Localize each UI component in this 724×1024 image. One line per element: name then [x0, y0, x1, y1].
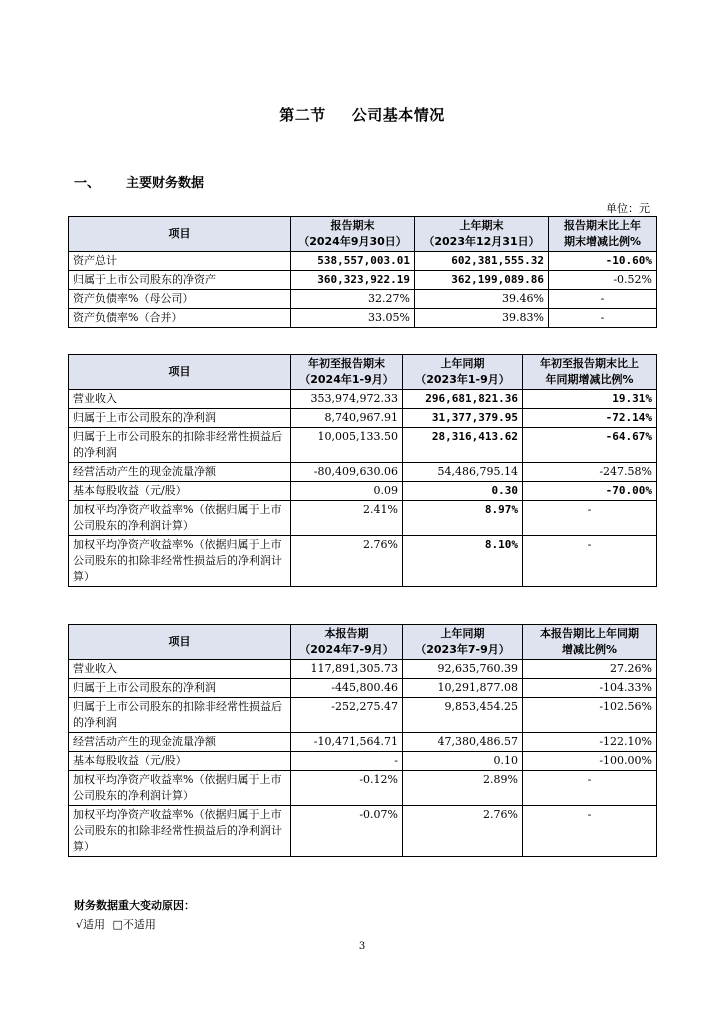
cell-change: -122.10% [523, 733, 657, 752]
header-col-3: 本报告期比上年同期 增减比例% [523, 625, 657, 660]
table-row [69, 733, 657, 752]
cell-current: 538,557,003.01 [291, 252, 415, 271]
cell-change: -247.58% [523, 463, 657, 482]
header-col-3: 报告期末比上年 期末增减比例% [549, 217, 657, 252]
table-row [69, 252, 657, 271]
header-col-1: 报告期末 （2024年9月30日） [291, 217, 415, 252]
cell-current: -445,800.46 [291, 679, 403, 698]
cell-prior: 2.89% [403, 771, 523, 806]
row-label: 归属于上市公司股东的净利润 [69, 409, 291, 428]
header-col-3: 年初至报告期末比上 年同期增减比例% [523, 355, 657, 390]
applicable-option: √适用 [76, 918, 106, 931]
row-label: 资产负债率%（母公司） [69, 290, 291, 309]
cell-prior: 602,381,555.32 [415, 252, 549, 271]
cell-current: 353,974,972.33 [291, 390, 403, 409]
header-col-2: 上年同期 （2023年7-9月） [403, 625, 523, 660]
cell-current: -0.07% [291, 806, 403, 857]
table-row [69, 752, 657, 771]
section-number: 一、 [74, 176, 101, 191]
cell-change: - [523, 536, 657, 587]
row-label: 加权平均净资产收益率%（依据归属于上市公司股东的扣除非经常性损益后的净利润计算） [69, 806, 291, 857]
cell-current: 32.27% [291, 290, 415, 309]
cell-prior: 47,380,486.57 [403, 733, 523, 752]
row-label: 营业收入 [69, 660, 291, 679]
cell-current: -252,275.47 [291, 698, 403, 733]
table-row [69, 309, 657, 328]
row-label: 经营活动产生的现金流量净额 [69, 463, 291, 482]
reasons-title: 财务数据重大变动原因： [74, 899, 195, 912]
table-header-row [69, 217, 657, 252]
cell-current: 0.09 [291, 482, 403, 501]
cell-prior: 54,486,795.14 [403, 463, 523, 482]
cell-prior: 39.46% [415, 290, 549, 309]
cell-current: 2.41% [291, 501, 403, 536]
cell-prior: 362,199,089.86 [415, 271, 549, 290]
table-row [69, 660, 657, 679]
table-row [69, 271, 657, 290]
cell-change: - [523, 771, 657, 806]
cell-prior: 28,316,413.62 [403, 428, 523, 463]
row-label: 归属于上市公司股东的净利润 [69, 679, 291, 698]
cell-prior: 31,377,379.95 [403, 409, 523, 428]
table-row [69, 806, 657, 857]
cell-change: - [549, 309, 657, 328]
cell-change: -72.14% [523, 409, 657, 428]
cell-change: - [523, 501, 657, 536]
cell-prior: 8.10% [403, 536, 523, 587]
header-item: 项目 [69, 355, 291, 390]
cell-prior: 10,291,877.08 [403, 679, 523, 698]
unit-label: 单位：元 [606, 202, 650, 215]
cell-current: -10,471,564.71 [291, 733, 403, 752]
cell-change: -70.00% [523, 482, 657, 501]
cell-change: -100.00% [523, 752, 657, 771]
table-row [69, 428, 657, 463]
cell-prior: 0.10 [403, 752, 523, 771]
row-label: 资产负债率%（合并） [69, 309, 291, 328]
cell-prior: 296,681,821.36 [403, 390, 523, 409]
header-item: 项目 [69, 625, 291, 660]
row-label: 经营活动产生的现金流量净额 [69, 733, 291, 752]
header-col-2: 上年期末 （2023年12月31日） [415, 217, 549, 252]
table-row [69, 679, 657, 698]
cell-current: -0.12% [291, 771, 403, 806]
cell-change: 27.26% [523, 660, 657, 679]
cell-current: 33.05% [291, 309, 415, 328]
table-row [69, 290, 657, 309]
cell-current: 117,891,305.73 [291, 660, 403, 679]
reasons-options [76, 916, 160, 932]
page-number: 3 [358, 941, 366, 952]
cell-change: -0.52% [549, 271, 657, 290]
page-title [0, 104, 724, 125]
row-label: 归属于上市公司股东的扣除非经常性损益后的净利润 [69, 698, 291, 733]
cell-current: 360,323,922.19 [291, 271, 415, 290]
row-label: 基本每股收益（元/股） [69, 482, 291, 501]
table-row [69, 771, 657, 806]
cell-change: -10.60% [549, 252, 657, 271]
table-row [69, 536, 657, 587]
cell-current: 10,005,133.50 [291, 428, 403, 463]
table-row [69, 390, 657, 409]
table-header-row [69, 625, 657, 660]
row-label: 加权平均净资产收益率%（依据归属于上市公司股东的净利润计算） [69, 771, 291, 806]
section-label: 第二节 [279, 106, 326, 124]
table-row [69, 409, 657, 428]
header-item: 项目 [69, 217, 291, 252]
section-name: 公司基本情况 [351, 106, 445, 124]
cell-prior: 92,635,760.39 [403, 660, 523, 679]
row-label: 资产总计 [69, 252, 291, 271]
row-label: 加权平均净资产收益率%（依据归属于上市公司股东的扣除非经常性损益后的净利润计算） [69, 536, 291, 587]
cell-current: 8,740,967.91 [291, 409, 403, 428]
cell-current: -80,409,630.06 [291, 463, 403, 482]
not-applicable-option: □不适用 [112, 918, 156, 931]
quarter-income-table [68, 624, 657, 857]
cell-prior: 9,853,454.25 [403, 698, 523, 733]
cell-change: -104.33% [523, 679, 657, 698]
cell-prior: 0.30 [403, 482, 523, 501]
cell-prior: 2.76% [403, 806, 523, 857]
cell-change: - [523, 806, 657, 857]
header-col-2: 上年同期 （2023年1-9月） [403, 355, 523, 390]
cell-change: 19.31% [523, 390, 657, 409]
row-label: 归属于上市公司股东的扣除非经常性损益后的净利润 [69, 428, 291, 463]
cell-current: - [291, 752, 403, 771]
table-row [69, 698, 657, 733]
cell-current: 2.76% [291, 536, 403, 587]
cell-change: -64.67% [523, 428, 657, 463]
row-label: 基本每股收益（元/股） [69, 752, 291, 771]
cell-change: -102.56% [523, 698, 657, 733]
row-label: 归属于上市公司股东的净资产 [69, 271, 291, 290]
table-row [69, 482, 657, 501]
table-header-row [69, 355, 657, 390]
section-title: 主要财务数据 [126, 176, 205, 191]
table-row [69, 463, 657, 482]
cell-prior: 8.97% [403, 501, 523, 536]
section-heading [74, 172, 204, 191]
cell-prior: 39.83% [415, 309, 549, 328]
cell-change: - [549, 290, 657, 309]
table-row [69, 501, 657, 536]
header-col-1: 年初至报告期末 （2024年1-9月） [291, 355, 403, 390]
balance-table [68, 216, 657, 328]
row-label: 营业收入 [69, 390, 291, 409]
ytd-income-table [68, 354, 657, 587]
header-col-1: 本报告期 （2024年7-9月） [291, 625, 403, 660]
row-label: 加权平均净资产收益率%（依据归属于上市公司股东的净利润计算） [69, 501, 291, 536]
